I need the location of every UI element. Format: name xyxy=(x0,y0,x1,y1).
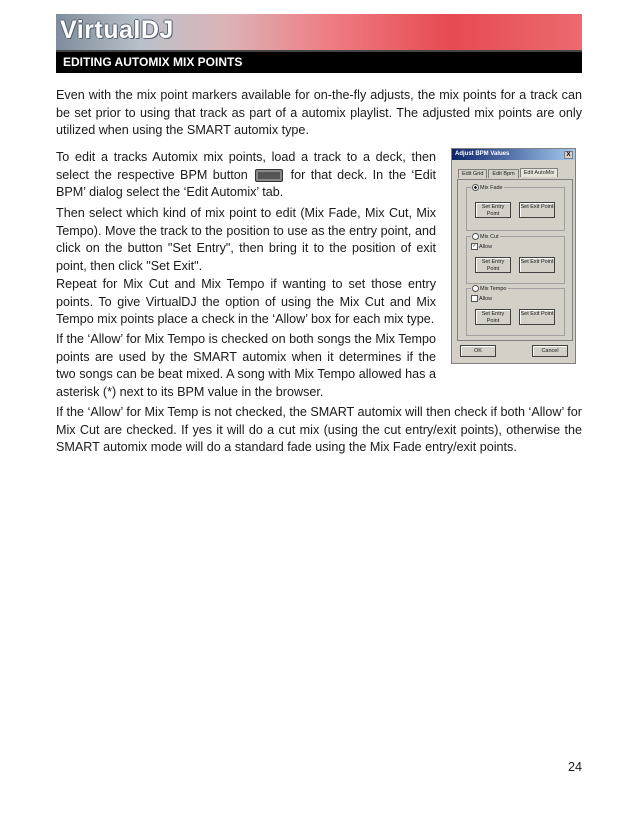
radio-icon xyxy=(472,285,479,292)
tab-edit-bpm[interactable]: Edit Bpm xyxy=(488,169,518,178)
paragraph-repeat: Repeat for Mix Cut and Mix Tempo if wanting to set those entry points. To give VirtualDJ the option of using the Mix Cut and Mix Tempo mix points place a check in the ‘Allow’ box for each mix type. xyxy=(56,277,436,327)
paragraph-allow-tempo: If the ‘Allow’ for Mix Tempo is checked on both songs the Mix Tempo points are used by the SMART automix when it determines if the two songs can be beat mixed. A song with Mix Tempo allowed has a asterisk (*) next to its BPM value in the browser. xyxy=(56,332,436,399)
checkbox-icon xyxy=(471,295,478,302)
radio-icon xyxy=(472,184,479,191)
ok-button[interactable]: OK xyxy=(460,345,496,357)
mix-tempo-set-entry-button[interactable]: Set Entry Point xyxy=(475,309,511,325)
mix-cut-allow-checkbox[interactable] xyxy=(471,243,492,250)
allow-label: Allow xyxy=(479,243,493,250)
close-icon[interactable]: X xyxy=(564,151,573,159)
paragraph-intro: Even with the mix point markers available for on-the-fly adjusts, the mix points for a track can be set prior to using that track as part of a automix playlist. The adjusted mix points are only utilized when using the SMART automix type. xyxy=(56,88,582,138)
mix-tempo-allow-checkbox[interactable] xyxy=(471,295,492,302)
tab-edit-grid[interactable]: Edit Grid xyxy=(458,169,487,178)
mix-tempo-set-exit-button[interactable]: Set Exit Point xyxy=(519,309,555,325)
paragraph-edit-steps xyxy=(56,149,436,202)
paragraph-allow-temp-unchecked: If the ‘Allow’ for Mix Temp is not checked, the SMART automix will then check if both ‘Allow’ for Mix Cut are checked. If yes it will do a cut mix (using the cut entry/exit points), otherwise the SMART automix mode will do a standard fade using the Mix Fade entry/exit points. xyxy=(56,405,582,455)
page-number: 24 xyxy=(568,760,583,774)
mix-cut-option[interactable] xyxy=(471,233,500,240)
radio-icon xyxy=(472,233,479,240)
dialog-tabs xyxy=(458,169,559,178)
mix-cut-group xyxy=(466,233,565,284)
mix-cut-set-entry-button[interactable]: Set Entry Point xyxy=(475,257,511,273)
bpm-button-icon xyxy=(255,169,283,182)
virtualdj-logo: VirtualDJ xyxy=(60,16,174,44)
mix-fade-label: Mix Fade xyxy=(480,184,503,191)
paragraph-edit-steps-text-b: for that deck. In the ‘Edit BPM’ dialog select the ‘Edit Automix’ tab. xyxy=(56,167,437,200)
virtualdj-banner xyxy=(56,14,582,52)
section-title: EDITING AUTOMIX MIX POINTS xyxy=(56,52,582,73)
tab-edit-automix[interactable]: Edit AutoMix xyxy=(520,168,559,177)
adjust-bpm-dialog xyxy=(451,148,576,364)
dialog-title: Adjust BPM Values xyxy=(455,151,510,157)
mix-fade-set-exit-button[interactable]: Set Exit Point xyxy=(519,202,555,218)
mix-tempo-label: Mix Tempo xyxy=(480,285,507,292)
mix-cut-set-exit-button[interactable]: Set Exit Point xyxy=(519,257,555,273)
paragraph-select-mix-point: Then select which kind of mix point to edit (Mix Fade, Mix Cut, Mix Tempo). Move the track to the position to use as the entry point, and click on the button "Set Entry", then bring it to the position of exit point, then click "Set Exit". xyxy=(56,206,436,273)
dialog-title-bar xyxy=(452,149,575,160)
paragraph-edit-steps-text-a: To edit a tracks Automix mix points, load a track to a deck, then select the respective BPM button xyxy=(56,150,436,182)
mix-tempo-group xyxy=(466,285,565,336)
mix-tempo-option[interactable] xyxy=(471,285,508,292)
automix-tab-pane xyxy=(457,179,573,341)
cancel-button[interactable]: Cancel xyxy=(532,345,568,357)
mix-fade-option[interactable] xyxy=(471,184,504,191)
checkmark-icon: ✓ xyxy=(472,243,477,249)
mix-cut-label: Mix Cut xyxy=(480,233,499,240)
mix-fade-set-entry-button[interactable]: Set Entry Point xyxy=(475,202,511,218)
mix-fade-group xyxy=(466,184,565,231)
allow-label: Allow xyxy=(479,295,493,302)
